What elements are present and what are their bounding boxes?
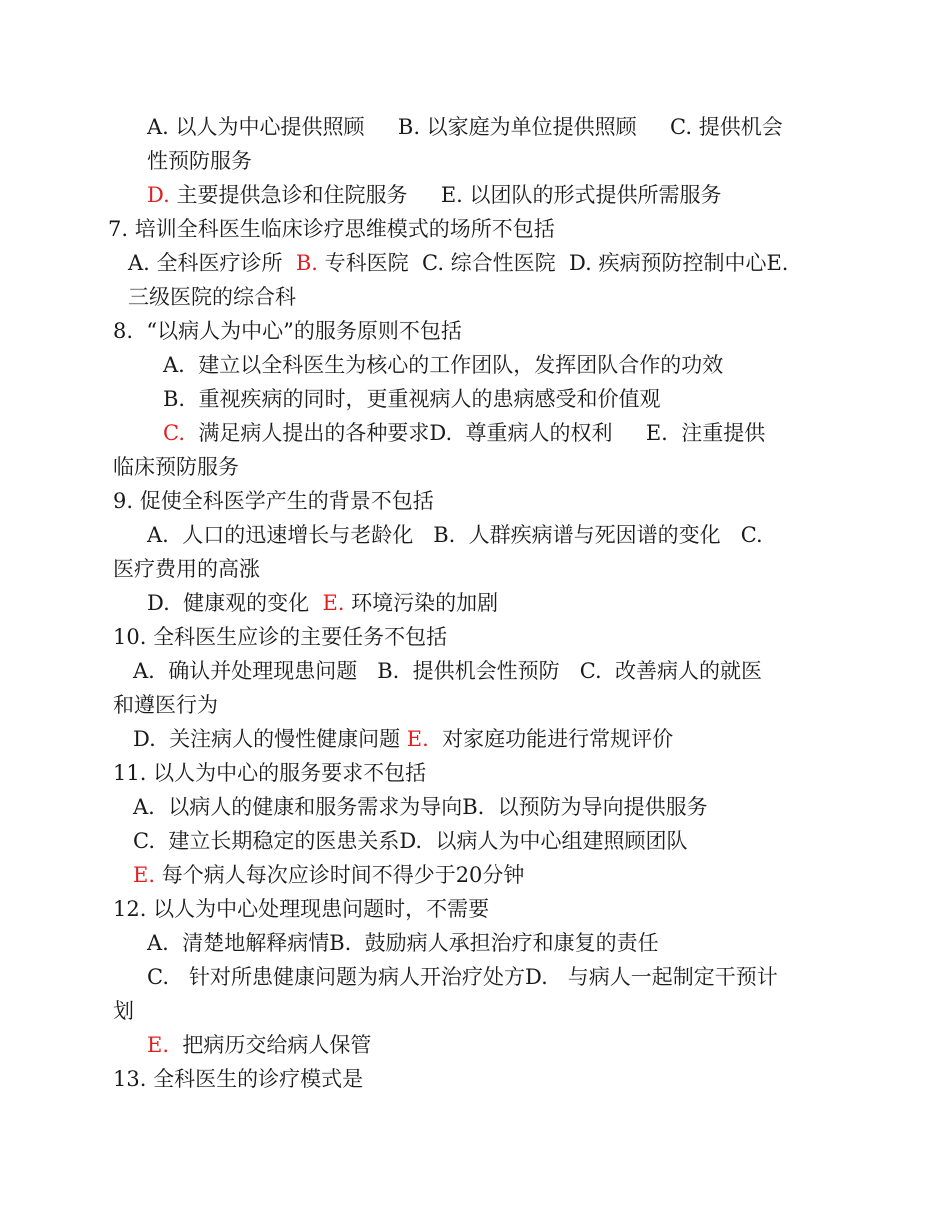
text-segment: 12. 以人为中心处理现患问题时，不需要 — [113, 897, 490, 921]
text-segment: 环境污染的加剧 — [344, 591, 499, 615]
text-line-24 — [113, 892, 489, 926]
text-segment: 三级医院的综合科 — [128, 285, 296, 309]
text-line-26 — [147, 960, 778, 994]
text-segment: A. 全科医疗诊所 — [128, 251, 296, 275]
text-segment: D. 关注病人的慢性健康问题 — [133, 727, 407, 751]
text-segment: 13. 全科医生的诊疗模式是 — [113, 1067, 364, 1091]
text-line-25 — [147, 926, 659, 960]
text-segment: A. 建立以全科医生为核心的工作团队，发挥团队合作的功效 — [163, 353, 724, 377]
text-segment: 9. 促使全科医学产生的背景不包括 — [113, 489, 434, 513]
text-segment: 专科医院 C. 综合性医院 D. 疾病预防控制中心E. — [317, 251, 789, 275]
text-segment: 10. 全科医生应诊的主要任务不包括 — [113, 625, 448, 649]
text-line-19 — [133, 722, 673, 756]
text-line-7 — [113, 314, 462, 348]
text-line-14 — [113, 552, 260, 586]
text-line-3 — [147, 178, 722, 212]
text-line-27 — [113, 994, 134, 1028]
text-line-21 — [133, 790, 708, 824]
text-segment: 把病历交给病人保管 — [169, 1033, 372, 1057]
text-segment: D. 健康观的变化 — [147, 591, 323, 615]
text-segment: 划 — [113, 999, 134, 1023]
text-line-20 — [113, 756, 426, 790]
text-line-15 — [147, 586, 498, 620]
text-line-13 — [147, 518, 763, 552]
text-line-22 — [133, 824, 687, 858]
answer-marker: B. — [295, 251, 318, 275]
text-segment: A. 以人为中心提供照顾 B. 以家庭为单位提供照顾 C. 提供机会 — [147, 115, 783, 139]
text-line-29 — [113, 1062, 363, 1096]
text-segment: 8. “以病人为中心”的服务原则不包括 — [113, 319, 462, 343]
text-segment: B. 重视疾病的同时，更重视病人的患病感受和价值观 — [163, 387, 661, 411]
text-line-23 — [133, 858, 524, 892]
answer-marker: D. — [147, 183, 170, 207]
answer-marker: E. — [406, 727, 429, 751]
answer-marker: E. — [133, 863, 156, 887]
text-line-2 — [147, 144, 252, 178]
answer-marker: E. — [147, 1033, 170, 1057]
text-segment: 11. 以人为中心的服务要求不包括 — [113, 761, 427, 785]
text-line-5 — [128, 246, 788, 280]
text-line-11 — [113, 450, 239, 484]
text-line-10 — [163, 416, 765, 450]
text-line-16 — [113, 620, 447, 654]
text-line-6 — [128, 280, 296, 314]
text-segment: 和遵医行为 — [113, 693, 218, 717]
text-segment: A. 确认并处理现患问题 B. 提供机会性预防 C. 改善病人的就医 — [133, 659, 763, 683]
text-segment: 对家庭功能进行常规评价 — [428, 727, 674, 751]
text-segment: 临床预防服务 — [113, 455, 239, 479]
text-segment: A. 以病人的健康和服务需求为导向B. 以预防为导向提供服务 — [133, 795, 708, 819]
text-line-12 — [113, 484, 434, 518]
text-segment: 满足病人提出的各种要求D. 尊重病人的权利 E. 注重提供 — [185, 421, 766, 445]
text-line-8 — [163, 348, 723, 382]
text-segment: A. 人口的迅速增长与老龄化 B. 人群疾病谱与死因谱的变化 C. — [147, 523, 763, 547]
text-segment: 性预防服务 — [147, 149, 252, 173]
text-segment: 7. 培训全科医生临床诊疗思维模式的场所不包括 — [108, 217, 555, 241]
text-line-9 — [163, 382, 660, 416]
text-line-1 — [147, 110, 783, 144]
text-segment: 主要提供急诊和住院服务 E. 以团队的形式提供所需服务 — [169, 183, 722, 207]
text-line-17 — [133, 654, 762, 688]
text-line-18 — [113, 688, 218, 722]
answer-marker: C. — [163, 421, 185, 445]
text-segment: 每个病人每次应诊时间不得少于20分钟 — [155, 863, 525, 887]
text-segment: A. 清楚地解释病情B. 鼓励病人承担治疗和康复的责任 — [147, 931, 659, 955]
text-segment: 医疗费用的高涨 — [113, 557, 260, 581]
answer-marker: E. — [322, 591, 345, 615]
text-line-4 — [108, 212, 555, 246]
text-segment: C. 针对所患健康问题为病人开治疗处方D. 与病人一起制定干预计 — [147, 965, 778, 989]
text-segment: C. 建立长期稳定的医患关系D. 以病人为中心组建照顾团队 — [133, 829, 688, 853]
text-line-28 — [147, 1028, 371, 1062]
